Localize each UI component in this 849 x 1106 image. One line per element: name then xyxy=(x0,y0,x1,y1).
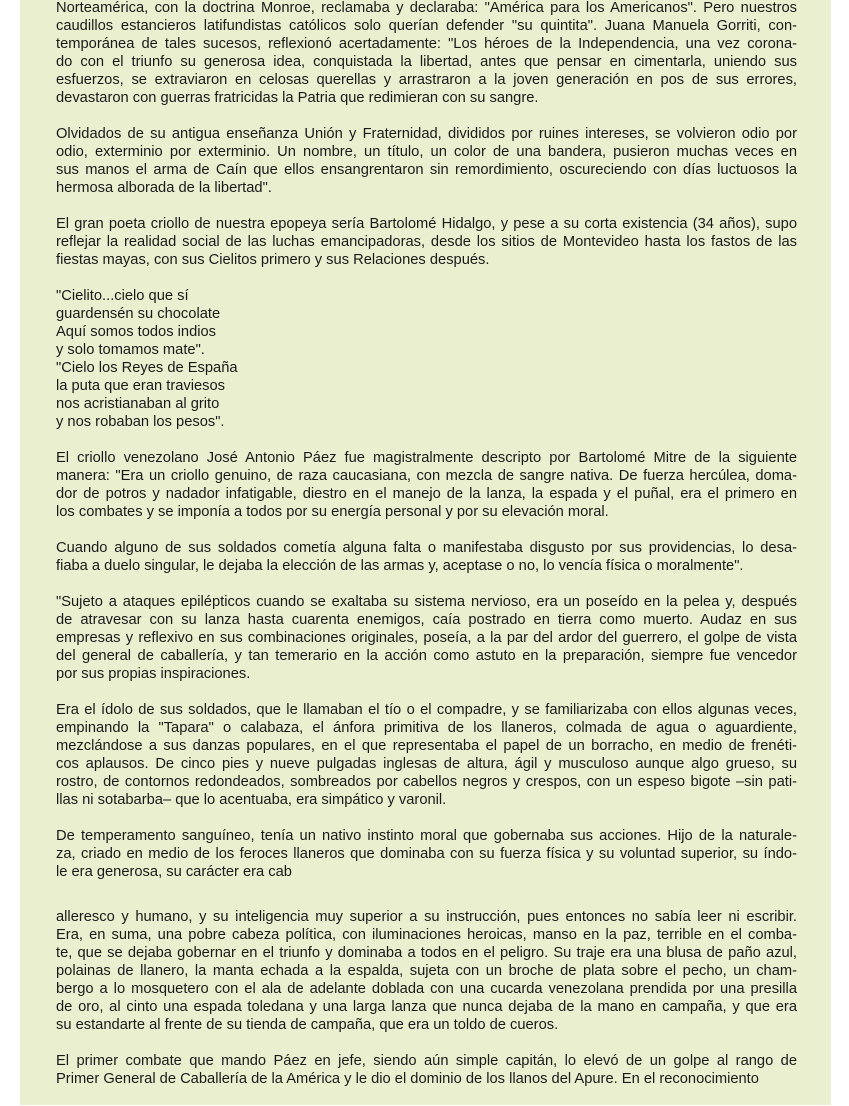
paragraph xyxy=(56,1052,797,1088)
text-line: odio, exterminio por exterminio. Un nombre, un título, un color de una bandera, pusieron muchas veces en xyxy=(56,144,797,160)
text-line: El criollo venezolano José Antonio Páez fue magistralmente descripto por Bartolomé Mitre de la siguiente xyxy=(56,450,797,466)
poem-verse: y solo tomamos mate". xyxy=(56,342,205,358)
text-line: manera: "Era un criollo genuino, de raza caucasiana, con mezcla de sangre nativa. De fuerza hercúlea, doma- xyxy=(56,468,797,484)
page-background xyxy=(20,0,831,1105)
poem-block xyxy=(56,287,797,431)
poem-verse: "Cielo los Reyes de España xyxy=(56,360,238,376)
text-line: polainas de llanero, la manta echada a la espalda, sujeta con un broche de plata sobre el pecho, un cham- xyxy=(56,963,797,979)
text-line: de atravesar con su lanza hasta cuarenta enemigos, caía postrado en tierra como muerto. Audaz en sus xyxy=(56,612,797,628)
text-line: fiaba a duelo singular, le dejaba la elección de las armas y, aceptase o no, lo vencía física o moralmente". xyxy=(56,558,744,574)
text-line: cos aplausos. De cinco pies y nueve pulgadas inglesas de altura, ágil y musculoso aunque algo grueso, su xyxy=(56,756,797,772)
paragraph xyxy=(56,701,797,809)
text-line: empresas y reflexivo en sus combinaciones originales, poseía, a la par del ardor del guerrero, el golpe de vista xyxy=(56,630,797,646)
text-line: rostro, de contornos redondeados, sombreados por cabellos negros y crespos, con un espeso bigote –sin pati- xyxy=(56,774,797,790)
paragraph xyxy=(56,908,797,1034)
text-line: De temperamento sanguíneo, tenía un nativo instinto moral que gobernaba sus acciones. Hijo de la naturale- xyxy=(56,828,797,844)
paragraph xyxy=(56,449,797,521)
text-line: za, criado en medio de los feroces llaneros que dominaba con su fuerza física y su voluntad superior, su índo- xyxy=(56,846,797,862)
text-line: alleresco y humano, y su inteligencia muy superior a su instrucción, pues entonces no sabía leer ni escribir. xyxy=(56,909,797,925)
text-line: hermosa alborada de la libertad". xyxy=(56,180,272,196)
text-line: Era el ídolo de sus soldados, que le llamaban el tío o el compadre, y se familiarizaba con ellos algunas veces, xyxy=(56,702,797,718)
text-line: de oro, al cinto una espada toledana y una larga lanza que nunca dejaba de la mano en campaña, y que era xyxy=(56,999,797,1015)
text-line: bergo a lo mosquetero con el ala de adelante doblada con una cucarda venezolana prendida por una presilla xyxy=(56,981,797,997)
text-line: te, que se dejaba gobernar en el triunfo y dominaba a todos en el peligro. Su traje era una blusa de paño azul, xyxy=(56,945,797,961)
text-line: Primer General de Caballería de la América y le dio el dominio de los llanos del Apure. En el reconocimiento xyxy=(56,1071,759,1087)
text-line: Olvidados de su antigua enseñanza Unión y Fraternidad, divididos por ruines intereses, se volvieron odio por xyxy=(56,126,797,142)
text-line: El primer combate que mando Páez en jefe, siendo aún simple capitán, lo elevó de un golpe al rango de xyxy=(56,1053,797,1069)
text-line: del general de caballería, y tan temerario en la acción como astuto en la preparación, siempre fue vencedor xyxy=(56,648,797,664)
poem-verse: "Cielito...cielo que sí xyxy=(56,288,189,304)
text-line: do con el triunfo su generosa idea, conquistada la libertad, antes que pensar en cimentarla, uniendo sus xyxy=(56,54,797,70)
paragraph xyxy=(56,215,797,269)
paragraph xyxy=(56,539,797,575)
text-line: reflejar la realidad social de las luchas emancipadoras, desde los sitios de Montevideo hasta los fastos de las xyxy=(56,234,797,250)
text-line: devastaron con guerras fratricidas la Patria que redimieran con su sangre. xyxy=(56,90,539,106)
document-body xyxy=(56,0,797,1106)
poem-verse: y nos robaban los pesos". xyxy=(56,414,225,430)
text-line: por sus propias inspiraciones. xyxy=(56,666,251,682)
poem-verse: la puta que eran traviesos xyxy=(56,378,226,394)
text-line: Norteamérica, con la doctrina Monroe, reclamaba y declaraba: "América para los Americanos". Pero nuestros xyxy=(56,0,797,16)
text-line: temporánea de tales sucesos, reflexionó acertadamente: "Los héroes de la Independencia, una vez corona- xyxy=(56,36,797,52)
text-line: su estandarte al frente de su tienda de campaña, que era un toldo de cueros. xyxy=(56,1017,559,1033)
text-line: caudillos estancieros latifundistas católicos solo querían defender "su quintita". Juana Manuela Gorriti, con- xyxy=(56,18,797,34)
text-line: mezclándose a sus danzas populares, en el que representaba el papel de un borracho, en medio de frenéti- xyxy=(56,738,797,754)
paragraph xyxy=(56,125,797,197)
text-line: Cuando alguno de sus soldados cometía alguna falta o manifestaba disgusto por sus providencias, lo desa- xyxy=(56,540,797,556)
text-line: los combates y se imponía a todos por su energía personal y por su elevación moral. xyxy=(56,504,609,520)
text-line: El gran poeta criollo de nuestra epopeya sería Bartolomé Hidalgo, y pese a su corta existencia (34 años), supo xyxy=(56,216,797,232)
text-line: llas ni sotabarba– que lo acentuaba, era simpático y varonil. xyxy=(56,792,447,808)
text-line: sus manos el arma de Caín que ellos ensangrentaron sin remordimiento, oscureciendo con días luctuosos la xyxy=(56,162,797,178)
paragraph xyxy=(56,0,797,107)
text-line: "Sujeto a ataques epilépticos cuando se exaltaba su sistema nervioso, era un poseído en la pelea y, después xyxy=(56,594,797,610)
poem-verse: nos acristianaban al grito xyxy=(56,396,220,412)
text-line: le era generosa, su carácter era cab xyxy=(56,864,292,880)
paragraph xyxy=(56,593,797,683)
poem-verse: Aquí somos todos indios xyxy=(56,324,217,340)
text-line: fiestas mayas, con sus Cielitos primero y sus Relaciones después. xyxy=(56,252,490,268)
text-line: dor de potros y nadador infatigable, diestro en el manejo de la lanza, la espada y el puñal, era el primero en xyxy=(56,486,797,502)
paragraph xyxy=(56,827,797,881)
poem-verse: guardensén su chocolate xyxy=(56,306,221,322)
text-line: esfuerzos, se extraviaron en celosas querellas y arrastraron a la joven generación en pos de sus errores, xyxy=(56,72,797,88)
text-line: Era, en suma, una pobre cabeza política, con iluminaciones heroicas, manso en la paz, terrible en el comba- xyxy=(56,927,797,943)
text-line: empinando la "Tapara" o calabaza, el ánfora primitiva de los llaneros, colmada de agua o aguardiente, xyxy=(56,720,797,736)
